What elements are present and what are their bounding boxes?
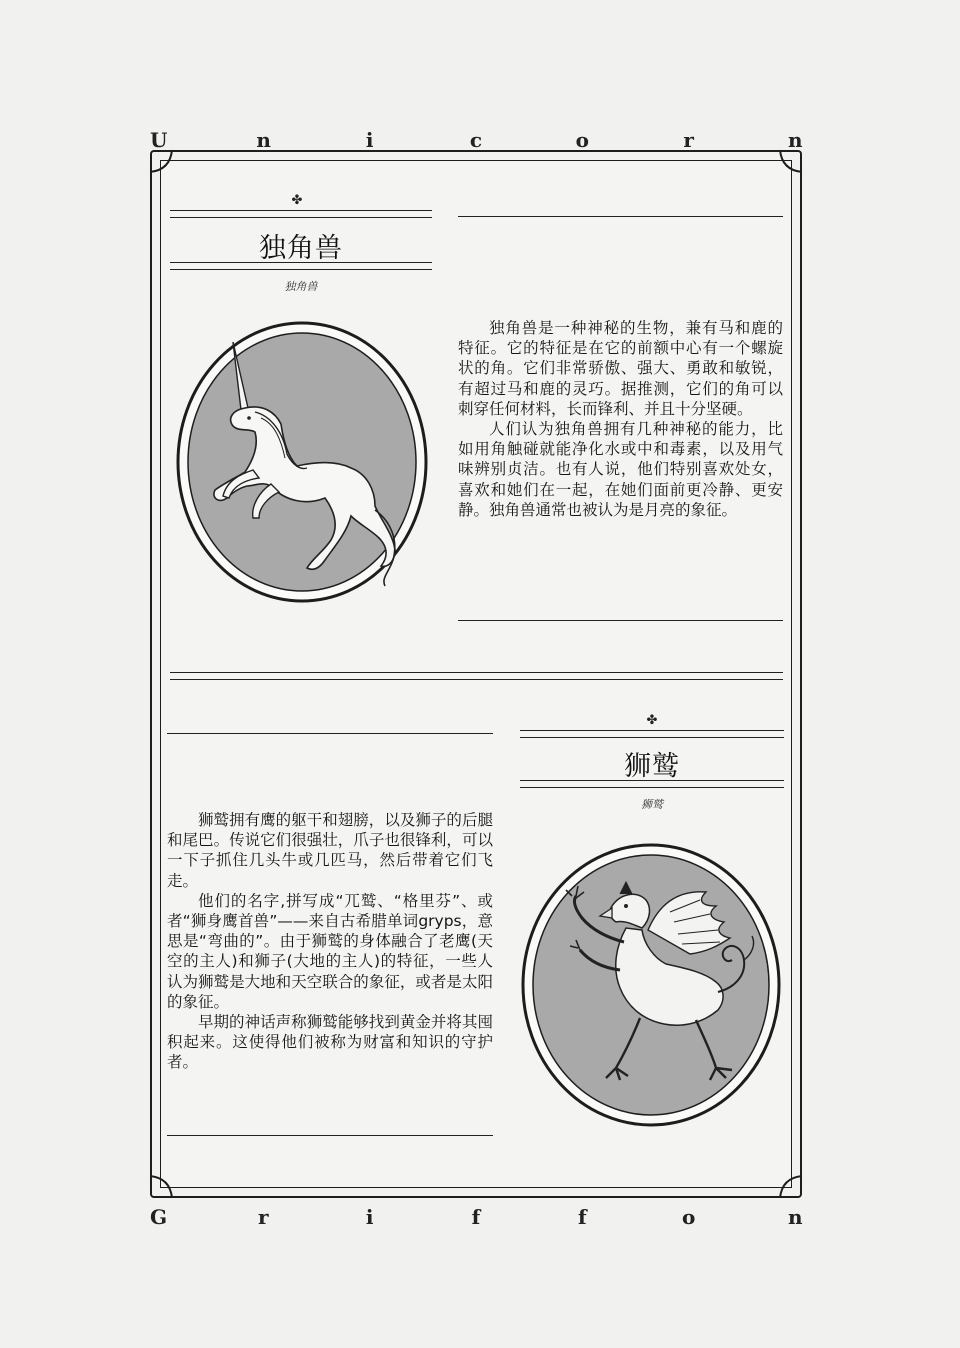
griffon-paragraph: 早期的神话声称狮鹫能够找到黄金并将其囤积起来。这使得他们被称为财富和知识的守护者。 xyxy=(167,1013,493,1072)
griffon-subtitle: 狮鹫 xyxy=(641,798,663,811)
footer-letter: n xyxy=(787,1205,803,1229)
footer-letter: i xyxy=(365,1205,374,1229)
text-rule-bottom xyxy=(458,620,783,621)
footer-letter: r xyxy=(258,1205,269,1229)
header-letter: n xyxy=(787,128,803,152)
unicorn-illustration-icon xyxy=(175,320,430,605)
footer-title-letters xyxy=(150,1205,802,1229)
header-letter: r xyxy=(683,128,694,152)
footer-letter: f xyxy=(578,1205,587,1229)
unicorn-subtitle: 独角兽 xyxy=(284,280,318,293)
header-letter: U xyxy=(150,128,168,152)
griffon-illustration-icon xyxy=(520,842,782,1128)
header-letter: c xyxy=(469,128,483,152)
title-rule-top xyxy=(170,210,432,218)
title-rule-bottom xyxy=(170,262,432,270)
title-rule-bottom xyxy=(520,780,784,788)
footer-letter: o xyxy=(681,1205,696,1229)
footer-letter: f xyxy=(471,1205,481,1229)
text-rule-top xyxy=(458,216,783,217)
griffon-description xyxy=(167,810,493,1073)
unicorn-description xyxy=(458,318,783,520)
text-rule-bottom xyxy=(167,1135,493,1136)
header-letter: o xyxy=(575,128,589,152)
footer-letter: G xyxy=(150,1205,168,1229)
title-ornament-icon: ✤ xyxy=(646,713,658,728)
unicorn-paragraph: 人们认为独角兽拥有几种神秘的能力，比如用角触碰就能净化水或中和毒素，以及用气味辨别贞洁。也有人说，他们特别喜欢处女，喜欢和她们在一起，在她们面前更冷静、更安静。独角兽通常也被认为是月亮的象征。 xyxy=(458,420,783,519)
text-rule-top xyxy=(167,733,493,734)
header-letter: i xyxy=(365,128,374,152)
title-ornament-icon: ✤ xyxy=(291,193,303,208)
griffon-paragraph: 他们的名字,拼写成“兀鹫、“格里芬”、或者“狮身鹰首兽”——来自古希腊单词gryps，意思是“弯曲的”。由于狮鹫的身体融合了老鹰(天空的主人)和狮子(大地的主人)的特征，一些人认为狮鹫是大地和天空联合的象征，或者是太阳的象征。 xyxy=(167,891,493,1011)
title-rule-top xyxy=(520,730,784,738)
griffon-paragraph: 狮鹫拥有鹰的躯干和翅膀，以及狮子的后腿和尾巴。传说它们很强壮，爪子也很锋利，可以一下子抓住几头牛或几匹马，然后带着它们飞走。 xyxy=(167,811,493,890)
section-divider xyxy=(170,672,783,680)
unicorn-paragraph: 独角兽是一种神秘的生物，兼有马和鹿的特征。它的特征是在它的前额中心有一个螺旋状的角。它们非常骄傲、强大、勇敢和敏锐，有超过马和鹿的灵巧。据推测，它们的角可以刺穿任何材料，长而锋利、并且十分坚硬。 xyxy=(458,319,783,418)
unicorn-title: 独角兽 xyxy=(259,233,343,264)
griffon-title: 狮鹫 xyxy=(624,751,680,782)
header-letter: n xyxy=(256,128,271,152)
